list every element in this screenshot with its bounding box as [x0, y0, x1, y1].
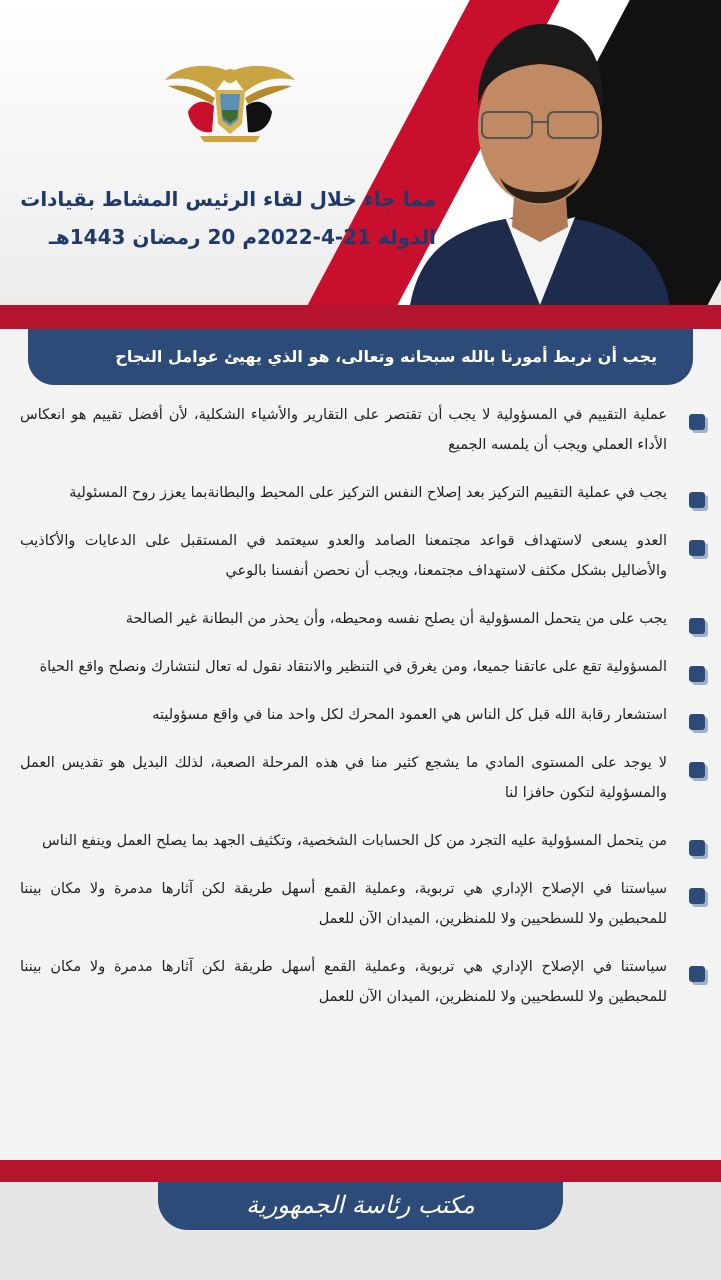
page-title — [16, 180, 436, 256]
list-item-text: من يتحمل المسؤولية عليه التجرد من كل الحسابات الشخصية، وتكثيف الجهد بما يصلح العمل وينفع الناس — [42, 833, 667, 849]
bullet-square-icon — [689, 618, 705, 634]
bullet-square-icon — [689, 414, 705, 430]
bullet-square-icon — [689, 762, 705, 778]
list-item-text: يجب على من يتحمل المسؤولية أن يصلح نفسه ومحيطه، وأن يحذر من البطانة غير الصالحة — [125, 611, 667, 627]
bottom-red-bar — [0, 1160, 721, 1182]
bullet-square-icon — [689, 540, 705, 556]
headline-banner — [28, 329, 693, 385]
list-item-text: المسؤولية تقع على عاتقنا جميعا، ومن يغرق في التنظير والانتقاد نقول له تعال لنتشارك ونصلح واقع الحياة — [39, 659, 667, 675]
list-item-text: لا يوجد على المستوى المادي ما يشجع كثير منا في هذه المرحلة الصعبة، لذلك البديل هو تقديس العمل والمسؤولية لتكون حافزا لنا — [20, 755, 667, 801]
list-item-text: عملية التقييم في المسؤولية لا يجب أن تقتصر على التقارير والأشياء الشكلية، لأن أفضل تقييم هو انعكاس الأداء العملي ويجب أن يلمسه الجميع — [20, 407, 667, 453]
list-item — [20, 652, 705, 682]
list-item — [20, 604, 705, 634]
header — [0, 0, 721, 305]
list-item-text: استشعار رقابة الله قبل كل الناس هي العمود المحرك لكل واحد منا في واقع مسؤوليته — [152, 707, 667, 723]
bullet-square-icon — [689, 492, 705, 508]
title-line-1: مما جاء خلال لقاء الرئيس المشاط بقيادات — [20, 187, 436, 211]
list-item — [20, 526, 705, 586]
top-red-bar — [0, 305, 721, 329]
list-item — [20, 478, 705, 508]
bullet-square-icon — [689, 888, 705, 904]
list-item — [20, 826, 705, 856]
bullet-square-icon — [689, 966, 705, 982]
list-item — [20, 748, 705, 808]
list-item — [20, 874, 705, 934]
bullet-square-icon — [689, 714, 705, 730]
list-item — [20, 400, 705, 460]
list-item-text: يجب في عملية التقييم التركيز بعد إصلاح النفس التركيز على المحيط والبطانةبما يعزز روح المسئولية — [69, 485, 667, 501]
signature-text: مكتب رئاسة الجمهورية — [246, 1191, 475, 1219]
list-item-text: سياستنا في الإصلاح الإداري هي تربوية، وعملية القمع أسهل طريقة لكن آثارها مدمرة ولا مكان بيننا للمحبطين ولا للسطحيين ولا للمنظرين، الميدان الآن للعمل — [20, 959, 667, 1005]
bullet-square-icon — [689, 840, 705, 856]
statements-list — [20, 400, 705, 1030]
bullet-square-icon — [689, 666, 705, 682]
list-item — [20, 700, 705, 730]
yemen-eagle-emblem-icon — [160, 62, 300, 147]
list-item-text: سياستنا في الإصلاح الإداري هي تربوية، وعملية القمع أسهل طريقة لكن آثارها مدمرة ولا مكان بيننا للمحبطين ولا للسطحيين ولا للمنظرين، الميدان الآن للعمل — [20, 881, 667, 927]
office-signature — [158, 1182, 563, 1230]
banner-text: يجب أن نربط أمورنا بالله سبحانه وتعالى، هو الذي يهيئ عوامل النجاح — [115, 347, 657, 366]
list-item-text: العدو يسعى لاستهداف قواعد مجتمعنا الصامد والعدو سيعتمد في المستقبل على الدعايات والأكاذيب والأضاليل بشكل مكثف لاستهداف مجتمعنا، ويجب أن نحصن أنفسنا بالوعي — [20, 533, 667, 579]
title-line-2: الدولة 21-4-2022م 20 رمضان 1443هـ — [49, 225, 436, 249]
president-portrait — [410, 12, 670, 305]
list-item — [20, 952, 705, 1012]
